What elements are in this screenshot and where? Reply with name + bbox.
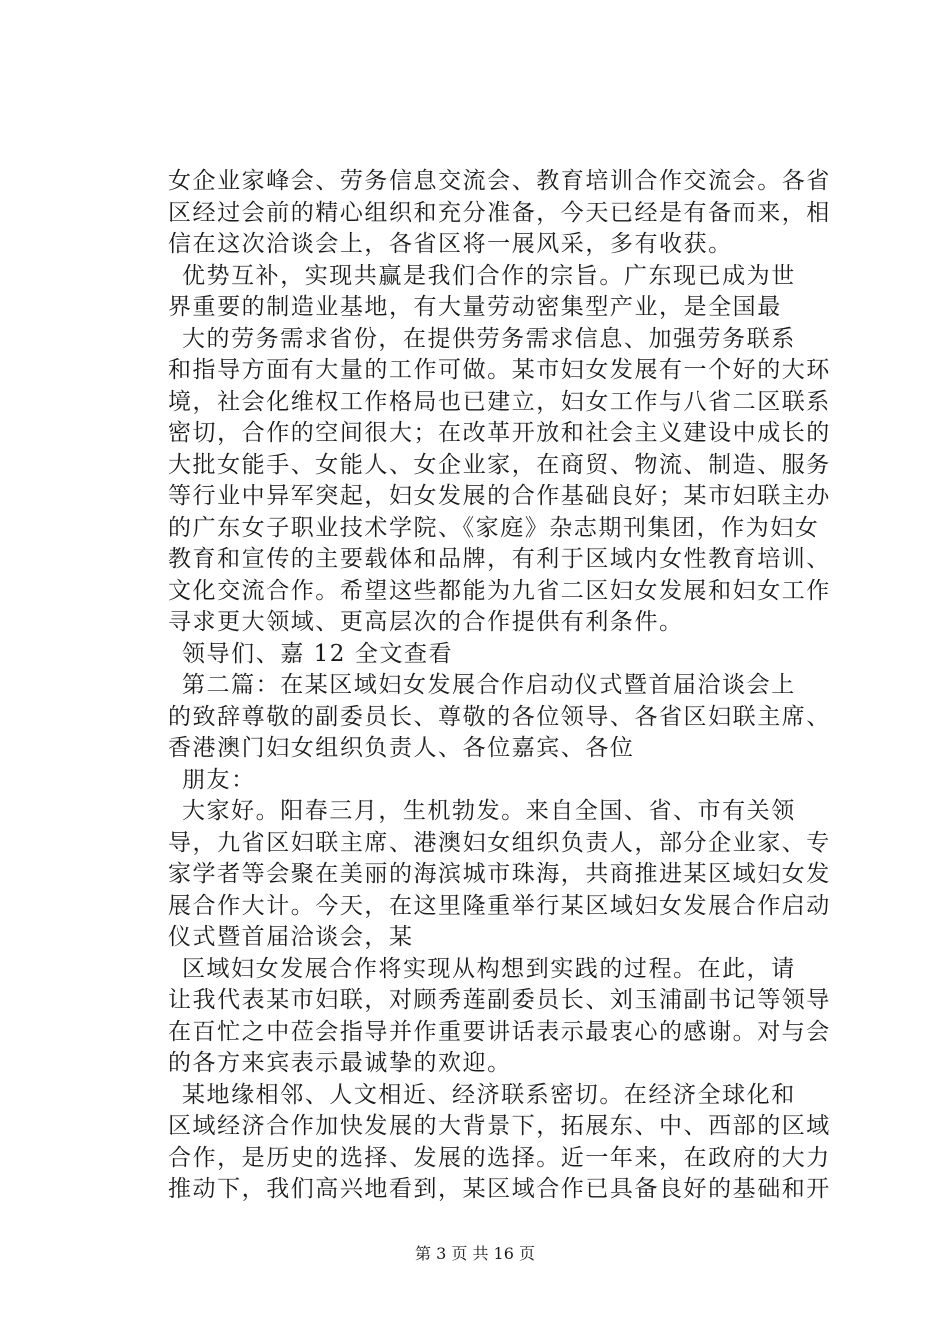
text-line: 大批女能手、女能人、女企业家，在商贸、物流、制造、服务: [168, 451, 831, 478]
text-line: 家学者等会聚在美丽的海滨城市珠海，共商推进某区域妇女发: [168, 861, 831, 887]
text-line: 密切，合作的空间很大；在改革开放和社会主义建设中成长的: [168, 420, 831, 446]
paragraph-first-line: 区域妇女发展合作将实现从构想到实践的过程。在此，请: [182, 955, 796, 982]
page-number: 第 3 页 共 16 页: [415, 1244, 535, 1263]
paragraph-first-line: 优势互补，实现共赢是我们合作的宗旨。广东现已成为世: [182, 262, 796, 289]
text-line: 香港澳门妇女组织负责人、各位嘉宾、各位: [168, 735, 635, 761]
text-line: 教育和宣传的主要载体和品牌，有利于区域内女性教育培训、: [168, 546, 831, 572]
text-line: 的致辞尊敬的副委员长、尊敬的各位领导、各省区妇联主席、: [168, 703, 831, 730]
read-full-text-line: 领导们、嘉 12 全文查看: [182, 640, 454, 667]
section-heading-line: 第二篇：在某区域妇女发展合作启动仪式暨首届洽谈会上: [182, 672, 796, 698]
text-line: 境，社会化维权工作格局也已建立，妇女工作与八省二区联系: [168, 388, 831, 415]
text-line: 等行业中异军突起，妇女发展的合作基础良好；某市妇联主办: [168, 483, 831, 509]
text-line: 推动下，我们高兴地看到，某区域合作已具备良好的基础和开: [168, 1176, 831, 1202]
text-line: 女企业家峰会、劳务信息交流会、教育培训合作交流会。各省: [168, 168, 831, 194]
paragraph-first-line: 大的劳务需求省份，在提供劳务需求信息、加强劳务联系: [182, 325, 796, 352]
text-line: 合作，是历史的选择、发展的选择。近一年来，在政府的大力: [168, 1144, 831, 1171]
text-line: 展合作大计。今天，在这里隆重举行某区域妇女发展合作启动: [168, 892, 831, 919]
paragraph-first-line: 某地缘相邻、人文相近、经济联系密切。在经济全球化和: [182, 1081, 796, 1108]
paragraph-first-line: 朋友：: [182, 766, 256, 793]
text-line: 和指导方面有大量的工作可做。某市妇女发展有一个好的大环: [168, 357, 831, 383]
text-line: 区域经济合作加快发展的大背景下，拓展东、中、西部的区域: [168, 1113, 831, 1139]
text-line: 区经过会前的精心组织和充分准备，今天已经是有备而来，相: [168, 199, 831, 226]
page-footer: [0, 1243, 950, 1265]
text-line: 导，九省区妇联主席、港澳妇女组织负责人，部分企业家、专: [168, 829, 831, 856]
text-line: 的广东女子职业技术学院、《家庭》杂志期刊集团，作为妇女: [168, 514, 820, 541]
text-line: 的各方来宾表示最诚挚的欢迎。: [168, 1050, 512, 1076]
text-line: 在百忙之中莅会指导并作重要讲话表示最衷心的感谢。对与会: [168, 1018, 831, 1045]
text-line: 信在这次洽谈会上，各省区将一展风采，多有收获。: [168, 231, 733, 257]
text-line: 仪式暨首届洽谈会，某: [168, 924, 414, 950]
paragraph-first-line: 大家好。阳春三月，生机勃发。来自全国、省、市有关领: [182, 798, 796, 824]
text-line: 让我代表某市妇联，对顾秀莲副委员长、刘玉浦副书记等领导: [168, 987, 831, 1013]
text-line: 界重要的制造业基地，有大量劳动密集型产业，是全国最: [168, 294, 782, 320]
text-line: 文化交流合作。希望这些都能为九省二区妇女发展和妇女工作: [168, 577, 831, 604]
document-body: [168, 166, 831, 1206]
text-line: 寻求更大领域、更高层次的合作提供有利条件。: [168, 609, 684, 635]
